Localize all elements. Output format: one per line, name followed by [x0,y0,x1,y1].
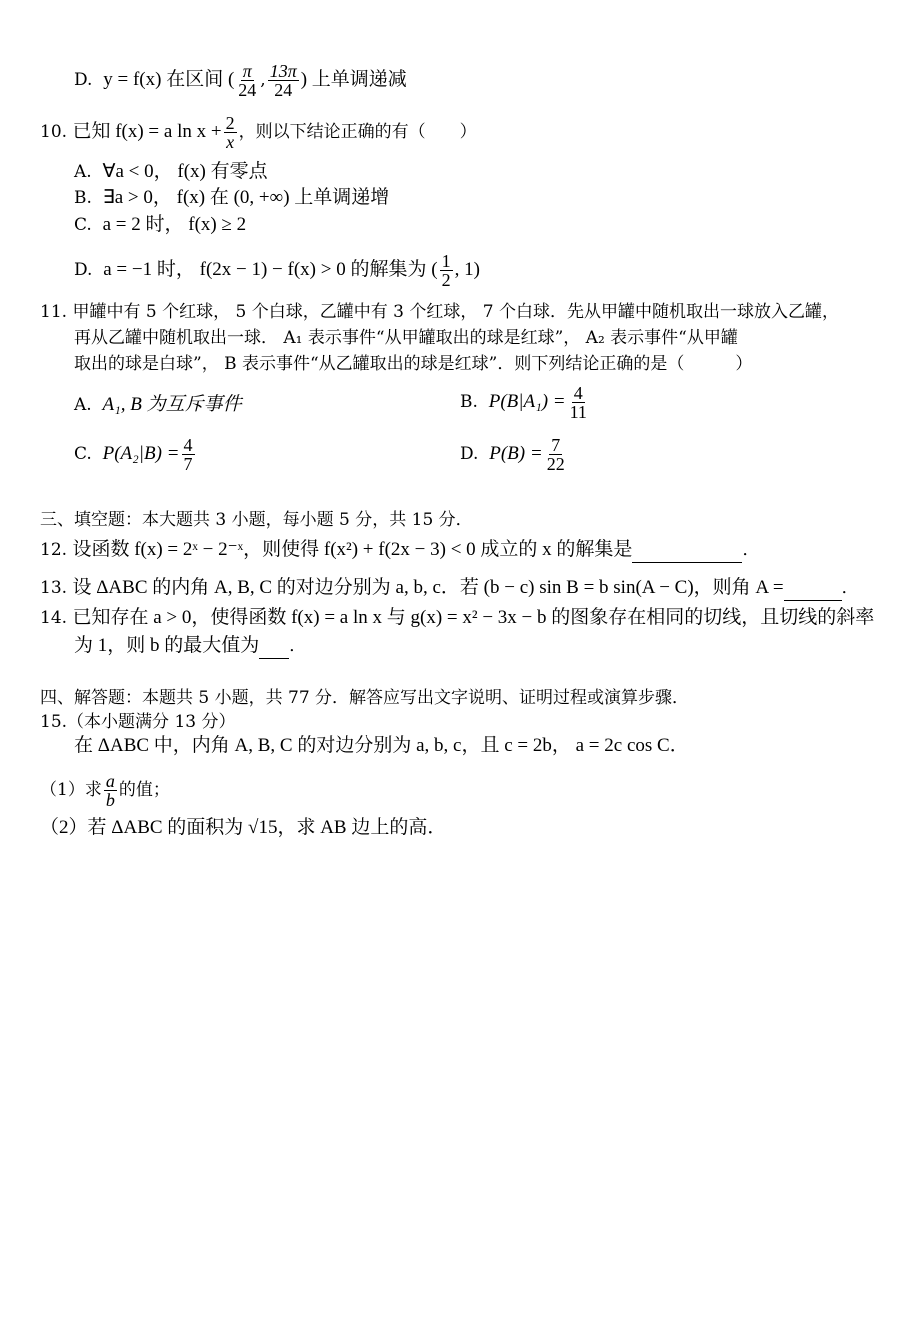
q9-option-d: D. y = f(x) 在区间 ( $\frac{\pi}{24}$ , $\frac{13\pi}{24}$ ) 上单调递减 [74,61,407,100]
fraction: $\frac{1}{2}$ [441,251,451,290]
question-13: 13. 设 ΔABC 的内角 A, B, C 的对边分别为 a, b, c．若 (b − c) sin B = b sin(A − C)，则角 A = ． [40,576,859,601]
question-number: 15. [40,712,68,732]
fraction: $\frac{2}{x}$ [225,113,235,152]
answer-blank[interactable] [632,538,742,563]
answer-blank[interactable] [259,634,289,659]
option-text: y = f(x) 在区间 ( [103,69,235,90]
question-number: 11. [40,302,68,322]
fraction: $\frac{4}{7}$ [183,435,193,474]
fraction: $\frac{13\pi}{24}$ [269,61,297,100]
option-label: D. [74,70,93,90]
question-10-stem: 10. 已知 f(x) = a ln x + $\frac{2}{x}$ ，则以下结论正确的有（ ） [40,113,477,152]
question-number: 13. [40,578,68,598]
question-number: 10. [40,122,68,142]
question-11-stem-line2: 再从乙罐中随机取出一球． A₁ 表示事件“从甲罐取出的球是红球”， A₂ 表示事件“从甲罐 [74,328,738,348]
question-14-line2: 为 1，则 b 的最大值为 ． [74,634,306,659]
section-title: 四、解答题：本题共 5 小题，共 77 分．解答应写出文字说明、证明过程或演算步骤． [40,688,690,708]
question-15-part-2: （2）若 ΔABC 的面积为 √15，求 AB 边上的高． [40,817,447,838]
q10-option-c: C. a = 2 时， f(x) ≥ 2 [74,214,247,235]
q11-option-b: B. P(B|A₁) = $\frac{4}{11}$ [460,383,587,422]
question-12: 12. 设函数 f(x) = 2ˣ − 2⁻ˣ，则使得 f(x²) + f(2x − 3) < 0 成立的 x 的解集是 ． [40,538,759,563]
question-11-stem-line3: 取出的球是白球”， B 表示事件“从乙罐取出的球是红球”．则下列结论正确的是（ ） [74,354,753,374]
question-number: 12. [40,540,68,560]
fraction: $\frac{a}{b}$ [105,771,115,810]
question-15-head: 15.（本小题满分 13 分） [40,712,236,732]
section-title: 三、填空题：本大题共 3 小题，每小题 5 分，共 15 分． [40,510,473,530]
question-15-stem: 在 ΔABC 中，内角 A, B, C 的对边分别为 a, b, c，且 c = 2b， a = 2c cos C． [74,735,689,756]
fraction: $\frac{4}{11}$ [569,383,587,422]
q11-option-c: C. P(A₂|B) = $\frac{4}{7}$ [74,435,193,474]
question-14: 14. 已知存在 a > 0，使得函数 f(x) = a ln x 与 g(x) = x² − 3x − b 的图象存在相同的切线，且切线的斜率 [40,607,875,628]
question-11-stem: 11. 甲罐中有 5 个红球， 5 个白球，乙罐中有 3 个红球， 7 个白球．先从甲罐中随机取出一球放入乙罐， [40,302,839,322]
question-15-part-1: （1）求 $\frac{a}{b}$ 的值； [40,771,170,810]
q11-option-a: A. A₁, B 为互斥事件 [74,394,242,415]
option-text: ) 上单调递减 [300,69,407,90]
q10-option-d: D. a = −1 时， f(2x − 1) − f(x) > 0 的解集为 ( $\frac{1}{2}$ , 1) [74,251,480,290]
q10-option-a: A. ∀a < 0， f(x) 有零点 [74,161,268,182]
answer-blank[interactable] [784,576,842,601]
fraction: $\frac{7}{22}$ [546,435,565,474]
fraction: $\frac{\pi}{24}$ [238,61,257,100]
q11-option-d: D. P(B) = $\frac{7}{22}$ [460,435,565,474]
question-number: 14. [40,608,68,628]
q10-option-b: B. ∃a > 0， f(x) 在 (0, +∞) 上单调递增 [74,187,390,208]
